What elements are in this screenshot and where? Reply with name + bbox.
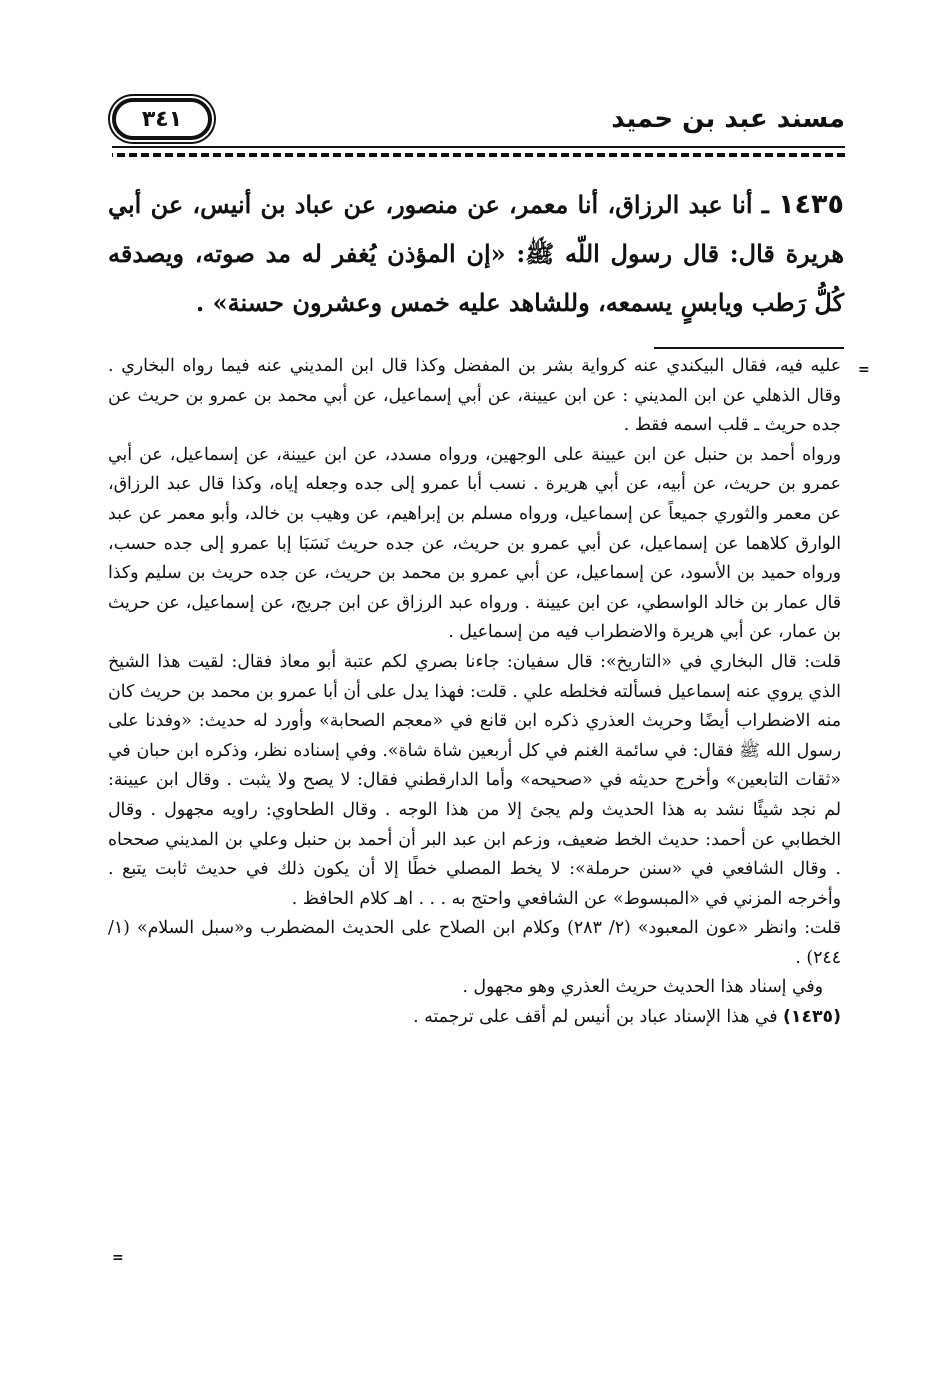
footnote-paragraph: وفي إسناد هذا الحديث حريث العذري وهو مجهول . [462,977,823,998]
footnote-1435 [108,1003,841,1033]
footnote-paragraph: ورواه أحمد بن حنبل عن ابن عيينة على الوجهين، ورواه مسدد، عن ابن عيينة، عن إسماعيل، عن أبي عمرو بن حريث، عن أبيه، عن أبي هريرة . نسب أبا عمرو إلى جده وجعله إياه، وكذا قال عبد الرزاق، عن معمر والثوري جميعاً عن إسماعيل، ورواه مسلم بن إبراهيم، عن وهيب بن خالد، وأبو معمر عن عبد الوارق كلاهما عن إسماعيل، عن أبي عمرو بن حريث، عن جده حريث نَسَبَا إبا عمرو إلى جده حسب، ورواه حميد بن الأسود، عن إسماعيل، عن أبي عمرو بن محمد بن حريث، عن جده حريث بن سليم وكذا قال عمار بن خالد الواسطي، عن ابن عيينة . ورواه عبد الرزاق عن ابن جريج، عن إسماعيل، عن حريث بن عمار، عن أبي هريرة والاضطراب فيه من إسماعيل . [108,444,841,643]
hadith-matn: «إن المؤذن يُغفر له مد صوته، ويصدقه كُلُّ رَطب ويابسٍ يسمعه، وللشاهد عليه خمس وعشرون حسنة» . [108,239,844,317]
footnote-paragraph: عليه فيه، فقال البيكندي عنه كرواية بشر بن المفضل وكذا قال ابن المديني عنه فيما رواه البخاري . وقال الذهلي عن ابن المديني : عن ابن عيينة، عن أبي إسماعيل، عن أبي محمد بن عمرو بن حريث عن جده حريث ـ قلب اسمه فقط . [108,356,841,436]
margin-mark-bottom: = [112,1250,124,1266]
footnote-separator [654,347,844,349]
hadith-text [108,180,844,327]
hadith-dash: ـ [752,190,779,219]
footnote-text: في هذا الإسناد عباد بن أنيس لم أقف على ترجمته . [413,1007,783,1028]
footnotes [108,352,841,1033]
header-dashed-divider [112,153,845,157]
page-header [100,92,845,150]
page-number: ٣٤١ [112,98,212,140]
margin-mark-top: = [858,362,870,378]
hadith-isnad: أنا عبد الرزاق، أنا معمر، عن منصور، عن عباد بن أنيس، عن أبي هريرة قال: قال رسول اللّه ﷺ: [108,190,845,268]
hadith-number: ١٤٣٥ [778,189,844,220]
footnote-paragraph: قلت: وانظر «عون المعبود» (٢/ ٢٨٣) وكلام ابن الصلاح على الحديث المضطرب و«سبل السلام» (١/ ٢٤٤) . [108,918,841,968]
book-title: مسند عبد بن حميد [611,104,845,134]
footnote-number: (١٤٣٥) [782,1007,841,1028]
header-rule [112,146,845,148]
footnote-paragraph: قلت: قال البخاري في «التاريخ»: قال سفيان: جاءنا بصري لكم عتبة أبو معاذ فقال: لقيت هذا الشيخ الذي يروي عنه إسماعيل فسألته فخلطه علي . قلت: فهذا يدل على أن أبا عمرو بن محمد بن حريث كان منه الاضطراب أيضًا وحريث العذري ذكره ابن قانع في «معجم الصحابة» وأورد له حديث: «وفدنا على رسول الله ﷺ فقال: في سائمة الغنم في كل أربعين شاة شاة». وفي إسناده نظر، وذكره ابن حبان في «ثقات التابعين» وأخرج حديثه في «صحيحه» وأما الدارقطني فقال: لا يصح ولا يثبت . وقال ابن عيينة: لم نجد شيئًا نشد به هذا الحديث ولم يجئ إلا من هذا الوجه . وقال الطحاوي: راويه مجهول . وقال الخطابي عن أحمد: حديث الخط ضعيف، وزعم ابن عبد البر أن أحمد بن حنبل وعلي بن المديني صححاه . وقال الشافعي في «سنن حرملة»: لا يخط المصلي خطًا إلا أن يكون ذلك في حديث ثابت يتبع . وأخرجه المزني في «المبسوط» عن الشافعي واحتج به . . . اهـ كلام الحافظ . [108,651,841,909]
